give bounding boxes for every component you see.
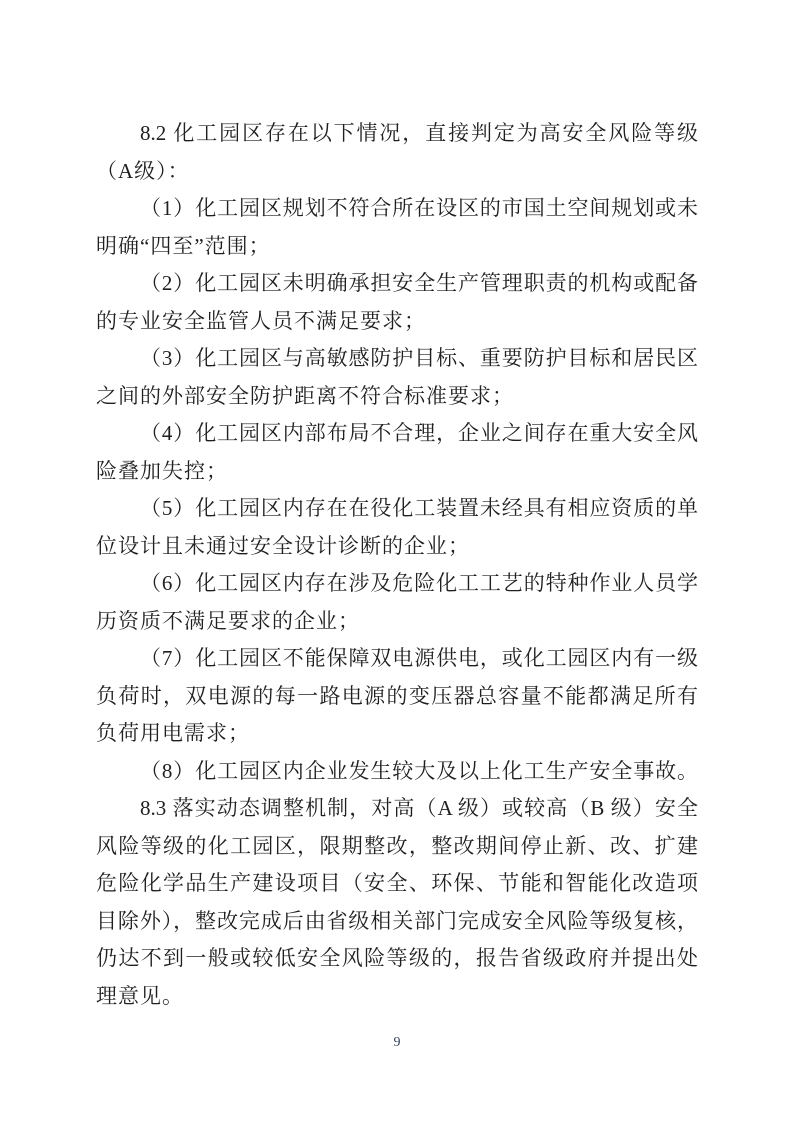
document-line-item-5: （5）化工园区内存在在役化工装置未经具有相应资质的单	[140, 496, 698, 520]
document-line: （A级）：	[96, 158, 190, 183]
document-line-item-2: （2）化工园区未明确承担安全生产管理职责的机构或配备	[140, 271, 698, 295]
page-number: 9	[393, 1035, 401, 1050]
document-line: 目除外），整改完成后由省级相关部门完成安全风险等级复核，	[96, 908, 698, 933]
document-line-section-8-3: 8.3 落实动态调整机制，对高（A 级）或较高（B 级）安全	[140, 796, 698, 820]
document-line: 仍达不到一般或较低安全风险等级的，报告省级政府并提出处	[96, 946, 698, 970]
document-line: 负荷时，双电源的每一路电源的变压器总容量不能都满足所有	[96, 683, 698, 708]
document-line: 风险等级的化工园区，限期整改，整改期间停止新、改、扩建	[96, 833, 698, 858]
document-line-item-1: （1）化工园区规划不符合所在设区的市国土空间规划或未	[140, 196, 698, 220]
document-line-item-8: （8）化工园区内企业发生较大及以上化工生产安全事故。	[140, 758, 698, 783]
document-line: 之间的外部安全防护距离不符合标准要求；	[96, 383, 514, 408]
document-line-section-8-2: 8.2 化工园区存在以下情况，直接判定为高安全风险等级	[140, 121, 698, 145]
document-line: 历资质不满足要求的企业；	[96, 608, 360, 633]
document-line: 危险化学品生产建设项目（安全、环保、节能和智能化改造项	[96, 871, 698, 895]
document-line-item-3: （3）化工园区与高敏感防护目标、重要防护目标和居民区	[140, 346, 698, 370]
document-body	[96, 115, 698, 1015]
document-line-item-4: （4）化工园区内部布局不合理，企业之间存在重大安全风	[140, 421, 698, 445]
document-line-item-7: （7）化工园区不能保障双电源供电，或化工园区内有一级	[140, 646, 698, 670]
document-line: 理意见。	[96, 983, 184, 1008]
document-line: 负荷用电需求；	[96, 721, 250, 745]
document-line: 的专业安全监管人员不满足要求；	[96, 308, 426, 333]
document-line: 位设计且未通过安全设计诊断的企业；	[96, 533, 470, 558]
document-line-item-6: （6）化工园区内存在涉及危险化工工艺的特种作业人员学	[140, 571, 698, 595]
document-line: 险叠加失控；	[96, 458, 228, 483]
document-line: 明确“四至”范围；	[96, 233, 271, 258]
